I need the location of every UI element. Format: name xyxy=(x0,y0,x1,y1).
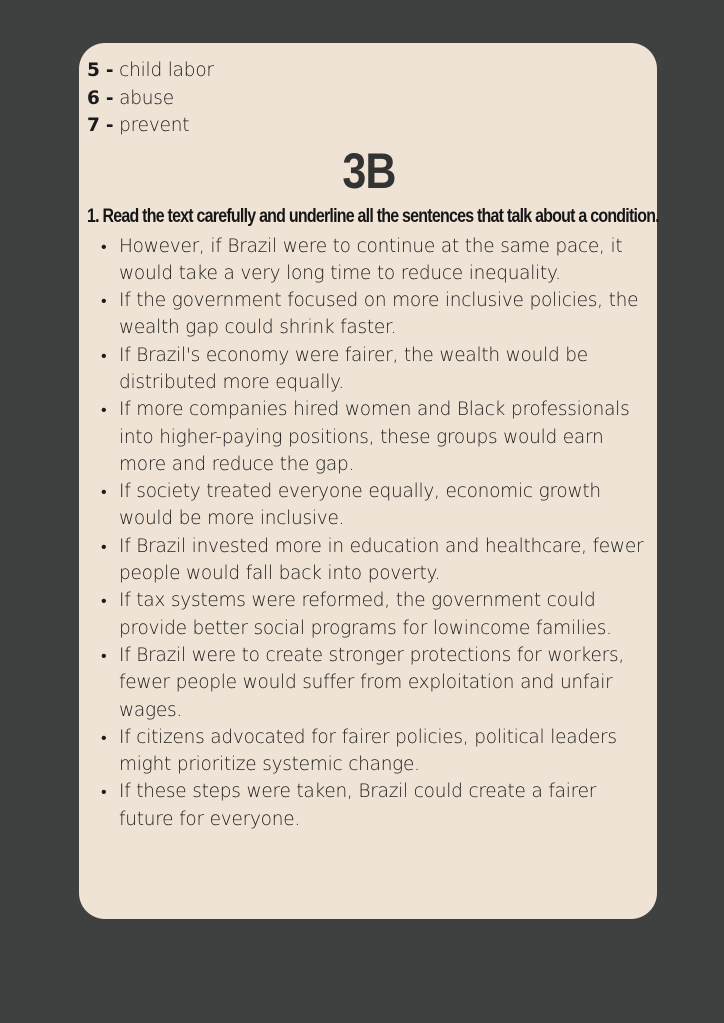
instruction-text: 1. Read the text carefully and underline all the sentences that talk about a condition. xyxy=(87,205,659,227)
bullet-icon: • xyxy=(101,536,107,556)
sentence-item xyxy=(101,342,651,397)
vocabulary-item xyxy=(87,112,651,140)
bullet-icon: • xyxy=(101,591,107,611)
bullet-icon: • xyxy=(101,400,107,420)
sentence-item xyxy=(101,778,651,833)
sentence-item xyxy=(101,287,651,342)
vocabulary-list xyxy=(87,57,651,140)
sentence-list xyxy=(87,233,651,834)
sentence-item xyxy=(101,724,651,779)
worksheet-card xyxy=(79,43,657,919)
bullet-icon: • xyxy=(101,291,107,311)
bullet-icon: • xyxy=(101,727,107,747)
vocabulary-item xyxy=(87,57,651,85)
bullet-icon: • xyxy=(101,645,107,665)
sentence-text: However, if Brazil were to continue at the same pace, it would take a very long time to reduce inequality. xyxy=(119,235,623,284)
sentence-text: If more companies hired women and Black professionals into higher-paying positions, these groups would earn more and reduce the gap. xyxy=(119,399,630,475)
sentence-text: If Brazil invested more in education and healthcare, fewer people would fall back into poverty. xyxy=(119,535,644,585)
sentence-text: If Brazil's economy were fairer, the wealth would be distributed more equally. xyxy=(119,344,588,393)
bullet-icon: • xyxy=(101,782,107,802)
sentence-text: If the government focused on more inclusive policies, the wealth gap could shrink faster. xyxy=(119,290,639,339)
sentence-text: If citizens advocated for fairer policies, political leaders might prioritize systemic change. xyxy=(119,726,617,776)
sentence-item xyxy=(101,533,651,588)
sentence-item xyxy=(101,478,651,533)
vocabulary-item xyxy=(87,85,651,113)
vocabulary-word: abuse xyxy=(119,87,174,109)
sentence-text: If Brazil were to create stronger protections for workers, fewer people would suffer from exploitation and unfair wages. xyxy=(119,644,624,721)
sentence-item xyxy=(101,233,651,288)
bullet-icon: • xyxy=(101,482,107,502)
sentence-text: If society treated everyone equally, economic growth would be more inclusive. xyxy=(119,481,601,530)
bullet-icon: • xyxy=(101,345,107,365)
sentence-item xyxy=(101,396,651,478)
vocabulary-word: prevent xyxy=(119,115,190,136)
bullet-icon: • xyxy=(101,236,107,256)
vocabulary-number: 7 - xyxy=(87,115,114,136)
section-title: 3B xyxy=(342,142,396,199)
sentence-item xyxy=(101,642,651,724)
sentence-item xyxy=(101,587,651,642)
sentence-text: If tax systems were reformed, the government could provide better social programs for lowincome families. xyxy=(119,590,612,639)
sentence-text: If these steps were taken, Brazil could create a fairer future for everyone. xyxy=(119,781,597,830)
vocabulary-number: 6 - xyxy=(87,87,114,109)
vocabulary-word: child labor xyxy=(119,60,214,81)
vocabulary-number: 5 - xyxy=(87,60,114,81)
